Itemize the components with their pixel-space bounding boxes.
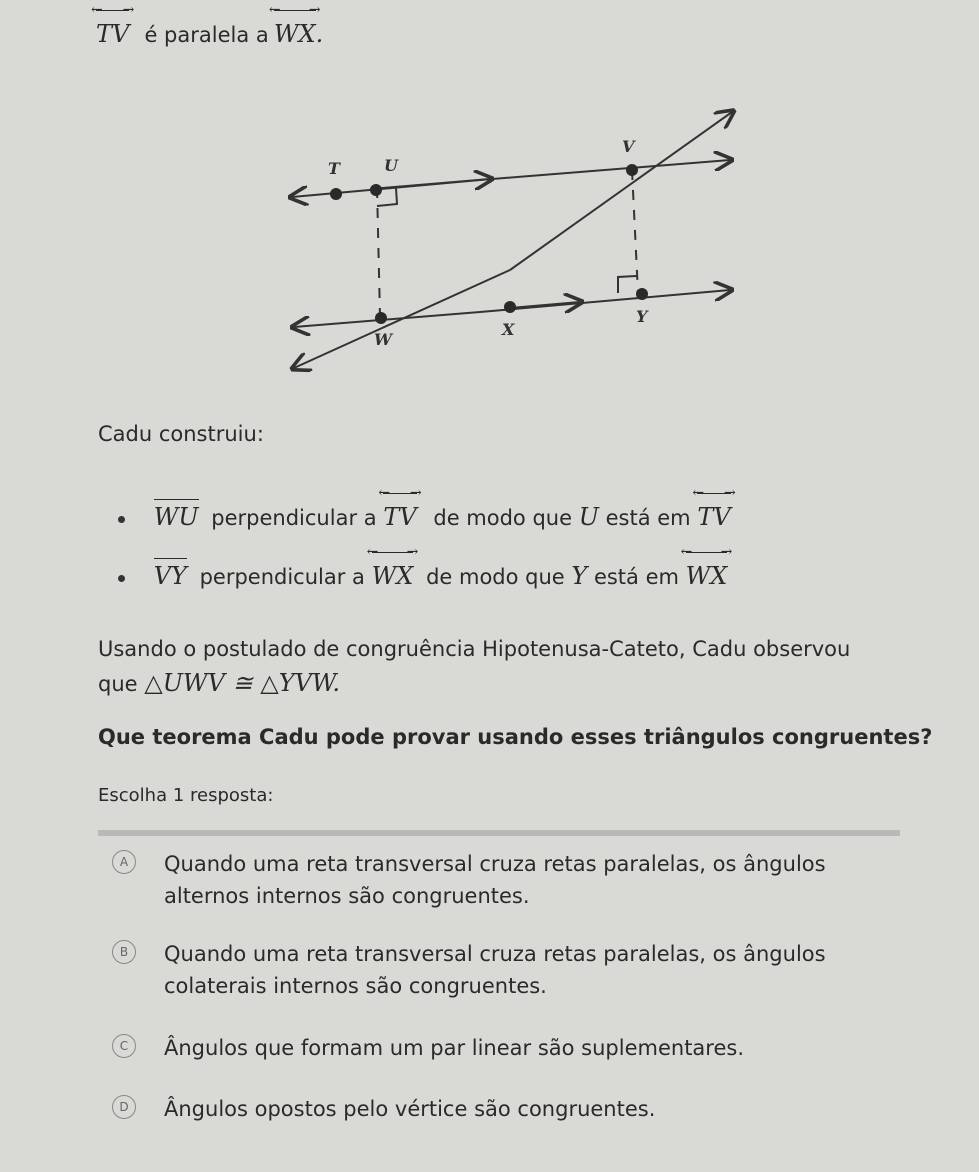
choose-label: Escolha 1 resposta: bbox=[98, 785, 274, 806]
radio-c[interactable]: C bbox=[112, 1034, 136, 1058]
option-text: Ângulos que formam um par linear são suplementares. bbox=[164, 1036, 745, 1060]
point-u bbox=[370, 184, 382, 196]
bullet-item: VY perpendicular a ← WX → de modo que Y está em ← WX → bbox=[118, 562, 727, 590]
intro-text: Cadu construiu: bbox=[98, 422, 264, 446]
segment-label: VY bbox=[153, 562, 187, 590]
segment-label: WU bbox=[153, 503, 199, 531]
segment-vy bbox=[632, 170, 638, 293]
bullet-dot bbox=[118, 575, 125, 582]
label-v: V bbox=[622, 137, 635, 156]
radio-a[interactable]: A bbox=[112, 850, 136, 874]
line-label: ← TV → bbox=[378, 485, 422, 531]
radio-d[interactable]: D bbox=[112, 1095, 136, 1119]
congruence-statement: △UWV ≅ △YVW bbox=[144, 669, 333, 697]
option-text: Quando uma reta transversal cruza retas paralelas, os ângulos alternos internos são congruentes. bbox=[164, 852, 826, 908]
header-connector: é paralela a bbox=[144, 23, 269, 47]
question-text: Que teorema Cadu pode provar usando esses triângulos congruentes? bbox=[98, 725, 933, 749]
point-x bbox=[504, 301, 516, 313]
radio-b[interactable]: B bbox=[112, 940, 136, 964]
option-text: Ângulos opostos pelo vértice são congruentes. bbox=[164, 1097, 656, 1121]
geometry-diagram bbox=[280, 100, 750, 390]
label-w: W bbox=[374, 330, 392, 349]
point-y bbox=[636, 288, 648, 300]
line-wx: ← WX → bbox=[268, 2, 321, 48]
line-label: ← WX → bbox=[680, 544, 733, 590]
line-tv: ← TV → bbox=[91, 2, 135, 48]
label-u: U bbox=[384, 156, 398, 175]
label-x: X bbox=[502, 320, 515, 339]
option-text: Quando uma reta transversal cruza retas paralelas, os ângulos colaterais internos são congruentes. bbox=[164, 942, 826, 998]
transversal-wv bbox=[294, 270, 510, 368]
header-period: . bbox=[315, 20, 324, 48]
segment-wu bbox=[377, 188, 380, 316]
point-w bbox=[375, 312, 387, 324]
bullet-dot bbox=[118, 516, 125, 523]
bullet-item: WU perpendicular a ← TV → de modo que U está em ← TV → bbox=[118, 503, 731, 531]
label-t: T bbox=[328, 159, 340, 178]
label-y: Y bbox=[636, 307, 648, 326]
point-v bbox=[626, 164, 638, 176]
line-label: ← WX → bbox=[366, 544, 419, 590]
problem-header bbox=[91, 2, 324, 48]
divider bbox=[98, 830, 900, 836]
line-label: ← TV → bbox=[692, 485, 736, 531]
point-t bbox=[330, 188, 342, 200]
paragraph: Usando o postulado de congruência Hipotenusa-Cateto, Cadu observou que △UWV ≅ △YVW. bbox=[98, 637, 851, 697]
